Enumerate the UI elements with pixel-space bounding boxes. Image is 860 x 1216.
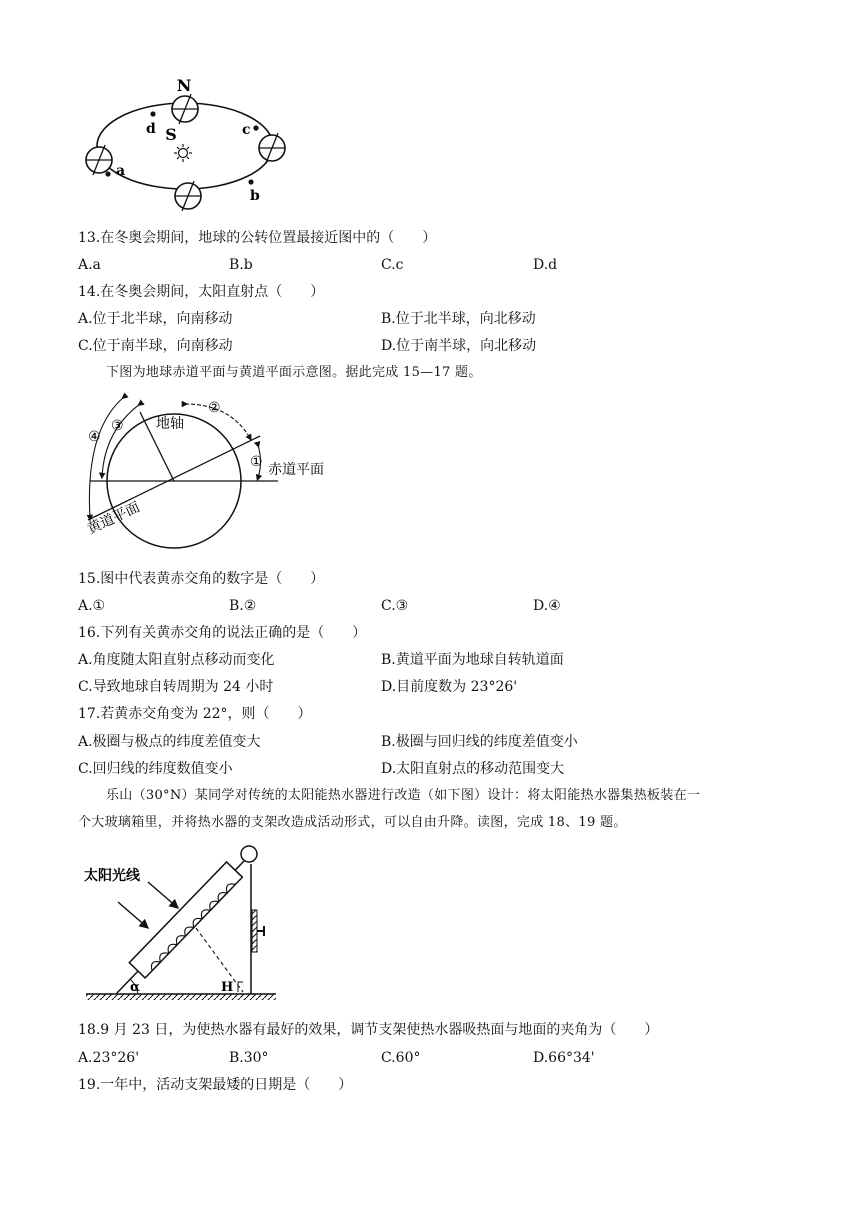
q18-option-a[interactable]: A.23°26' (78, 1050, 140, 1066)
ecliptic-diagram (80, 390, 370, 560)
q14-option-b[interactable]: B.位于北半球，向北移动 (381, 311, 536, 327)
q16-option-c[interactable]: C.导致地球自转周期为 24 小时 (78, 679, 274, 695)
label-n2: ② (208, 400, 221, 416)
q17-option-d[interactable]: D.太阳直射点的移动范围变大 (381, 761, 565, 777)
q18-stem: 18.9 月 23 日，为使热水器有最好的效果，调节支架使热水器吸热面与地面的夹角为（ ） (78, 1022, 659, 1038)
label-N: N (176, 76, 192, 95)
q14-stem: 14.在冬奥会期间，太阳直射点（ ） (78, 284, 325, 300)
label-H: H (221, 980, 234, 995)
earth-top (172, 94, 198, 124)
label-S: S (165, 125, 177, 144)
q18-option-c[interactable]: C.60° (381, 1050, 421, 1066)
ground (86, 994, 276, 1000)
point-d (150, 111, 155, 116)
earth-right (259, 133, 285, 163)
solar-heater-diagram (78, 842, 288, 1002)
q18-option-b[interactable]: B.30° (229, 1050, 269, 1066)
label-axis: 地轴 (156, 416, 184, 432)
q13-option-b[interactable]: B.b (229, 257, 253, 273)
label-sunlight: 太阳光线 (84, 868, 140, 884)
intro-15-17: 下图为地球赤道平面与黄道平面示意图。据此完成 15—17 题。 (106, 365, 482, 380)
q16-option-b[interactable]: B.黄道平面为地球自转轨道面 (381, 652, 564, 668)
earth-left (86, 145, 112, 175)
q16-stem: 16.下列有关黄赤交角的说法正确的是（ ） (78, 625, 367, 641)
q13-option-c[interactable]: C.c (381, 257, 404, 273)
sun-ray-2 (118, 902, 148, 928)
label-alpha: α (130, 980, 141, 995)
q17-option-b[interactable]: B.极圈与回归线的纬度差值变小 (381, 734, 578, 750)
q15-option-d[interactable]: D.④ (533, 598, 561, 614)
adjust-slider (252, 910, 257, 952)
label-d: d (146, 121, 156, 137)
q14-option-c[interactable]: C.位于南半球，向南移动 (78, 338, 233, 354)
earth-bottom (175, 181, 201, 211)
dashed-normal (196, 928, 243, 992)
label-n3: ③ (111, 418, 124, 434)
q14-option-a[interactable]: A.位于北半球，向南移动 (78, 311, 233, 327)
q17-stem: 17.若黄赤交角变为 22°，则（ ） (78, 706, 312, 722)
sun-ray-1 (148, 882, 178, 908)
point-c (253, 125, 258, 130)
angle-arc-4 (89, 397, 124, 518)
collector-box (129, 862, 242, 978)
label-n4: ④ (88, 429, 101, 445)
intro-18-19-line2: 个大玻璃箱里，并将热水器的支架改造成活动形式，可以自由升降。读图，完成 18、19 题。 (78, 815, 627, 830)
pulley (241, 846, 257, 862)
label-equator-plane: 赤道平面 (268, 462, 324, 478)
q16-option-a[interactable]: A.角度随太阳直射点移动而变化 (78, 652, 275, 668)
q17-option-c[interactable]: C.回归线的纬度数值变小 (78, 761, 233, 777)
orbit-diagram (80, 76, 290, 216)
q15-option-b[interactable]: B.② (229, 598, 257, 614)
label-c: c (242, 122, 251, 138)
q13-option-d[interactable]: D.d (533, 257, 558, 273)
label-ecliptic-plane: 黄道平面 (84, 499, 143, 538)
q15-option-c[interactable]: C.③ (381, 598, 409, 614)
point-b (248, 179, 253, 184)
label-a: a (116, 163, 126, 179)
q19-stem: 19.一年中，活动支架最矮的日期是（ ） (78, 1077, 353, 1093)
q15-stem: 15.图中代表黄赤交角的数字是（ ） (78, 571, 325, 587)
q17-option-a[interactable]: A.极圈与极点的纬度差值变大 (78, 734, 261, 750)
q14-option-d[interactable]: D.位于南半球，向北移动 (381, 338, 537, 354)
q15-option-a[interactable]: A.① (78, 598, 106, 614)
label-n1: ① (250, 454, 263, 470)
ecliptic-plane-line (88, 436, 260, 520)
sun-icon (174, 144, 192, 162)
q16-option-d[interactable]: D.目前度数为 23°26' (381, 679, 518, 695)
intro-18-19-line1: 乐山（30°N）某同学对传统的太阳能热水器进行改造（如下图）设计：将太阳能热水器集热板装在一 (106, 788, 701, 803)
label-b: b (250, 188, 260, 204)
point-a (105, 171, 110, 176)
q13-stem: 13.在冬奥会期间，地球的公转位置最接近图中的（ ） (78, 230, 437, 246)
q13-option-a[interactable]: A.a (78, 257, 101, 273)
q18-option-d[interactable]: D.66°34' (533, 1050, 595, 1066)
